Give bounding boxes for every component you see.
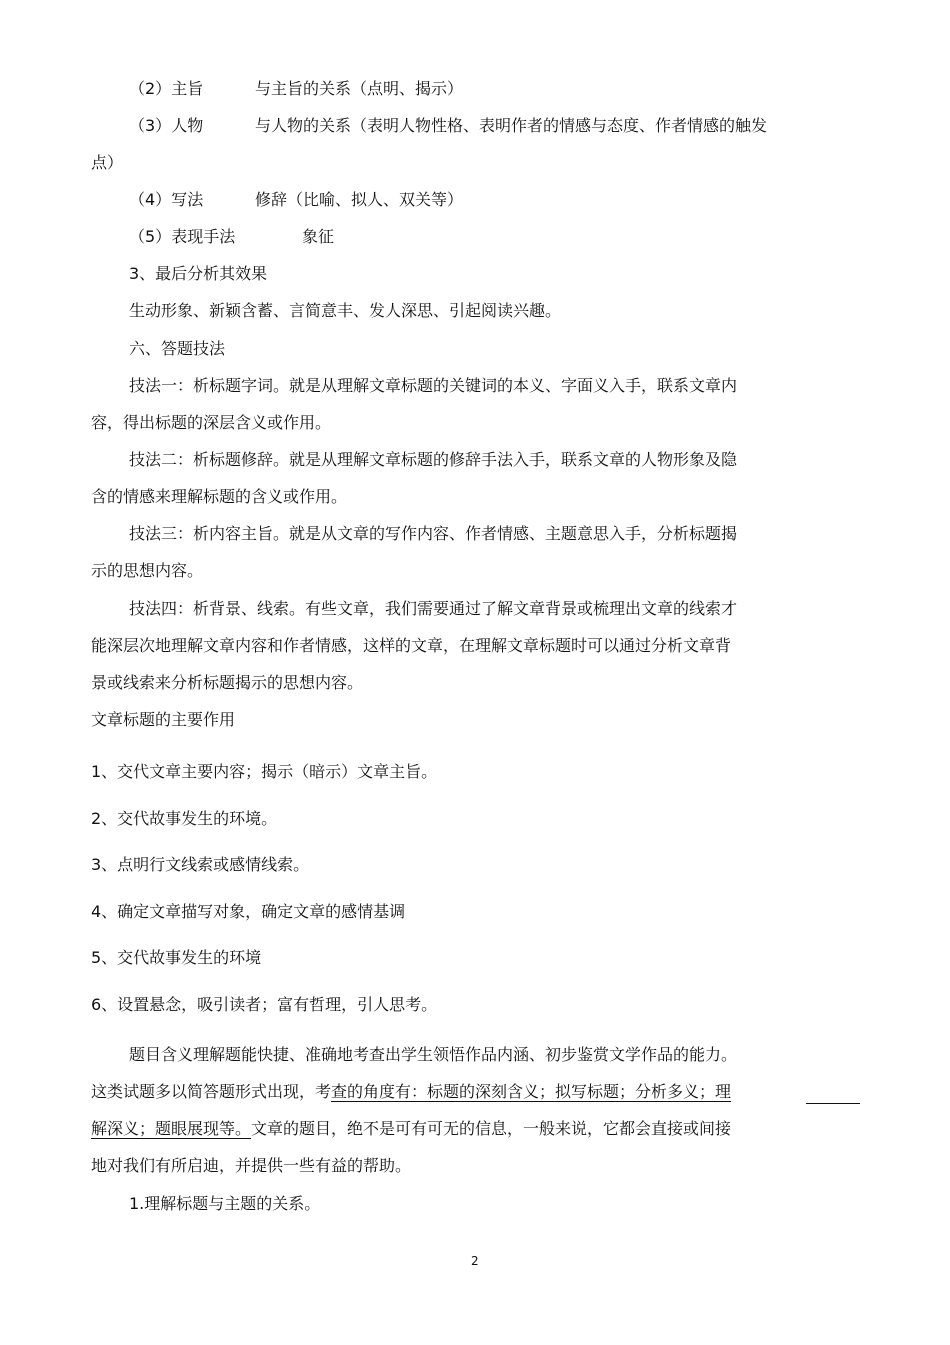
paragraph-text: 文章的题目，绝不是可有可无的信息，一般来说，它都会直接或间接: [251, 1119, 732, 1138]
item-name: 写法: [171, 190, 204, 209]
item-name: 主旨: [171, 79, 204, 98]
item-description: 修辞（比喻、拟人、双关等）: [255, 190, 464, 209]
paragraph-line-3: [91, 1118, 731, 1140]
item-number: （2）: [129, 79, 172, 98]
paragraph-line-1: 题目含义理解题能快捷、准确地考查出学生领悟作品内涵、初步鉴赏文学作品的能力。: [129, 1045, 738, 1064]
item-number: （5）: [129, 227, 172, 246]
item-description: 与人物的关系（表明人物性格、表明作者的情感与态度、作者情感的触发: [255, 116, 768, 135]
paragraph-line-4: 地对我们有所启迪，并提供一些有益的帮助。: [91, 1156, 412, 1175]
technique-4-line-1: 技法四：析背景、线索。有些文章，我们需要通过了解文章背景或梳理出文章的线索才: [129, 599, 738, 618]
point-1-heading: 1.理解标题与主题的关系。: [129, 1194, 321, 1213]
role-item-1: 1、交代文章主要内容；揭示（暗示）文章主旨。: [91, 762, 438, 781]
item-number: （3）: [129, 116, 172, 135]
role-item-5: 5、交代故事发生的环境: [91, 948, 262, 967]
technique-1-line-1: 技法一：析标题字词。就是从理解文章标题的关键词的本义、字面义入手，联系文章内: [129, 376, 738, 395]
list-item-4: [129, 189, 203, 211]
item-name: 表现手法: [171, 227, 236, 246]
effect-text: 生动形象、新颖含蓄、言简意丰、发人深思、引起阅读兴趣。: [129, 301, 562, 320]
paragraph-text: 这类试题多以简答题形式出现，考: [91, 1082, 332, 1101]
underlined-text: 查的角度有：标题的深刻含义；拟写标题；分析多义；理: [331, 1082, 732, 1101]
step-3-heading: 3、最后分析其效果: [129, 264, 268, 283]
list-item-5: [129, 226, 235, 248]
technique-1-line-2: 容，得出标题的深层含义或作用。: [91, 413, 332, 432]
technique-3-line-2: 示的思想内容。: [91, 561, 204, 580]
technique-4-line-2: 能深层次地理解文章内容和作者情感，这样的文章，在理解文章标题时可以通过分析文章背: [91, 636, 732, 655]
item-number: （4）: [129, 190, 172, 209]
role-item-4: 4、确定文章描写对象，确定文章的感情基调: [91, 902, 406, 921]
roles-heading: 文章标题的主要作用: [91, 710, 236, 729]
underline-extension: [806, 1103, 860, 1104]
role-item-6: 6、设置悬念，吸引读者；富有哲理，引人思考。: [91, 995, 438, 1014]
section-heading-6: 六、答题技法: [129, 339, 226, 358]
item-name: 人物: [171, 116, 204, 135]
technique-2-line-1: 技法二：析标题修辞。就是从理解文章标题的修辞手法入手，联系文章的人物形象及隐: [129, 450, 738, 469]
page-number: 2: [471, 1254, 479, 1268]
list-item-3: [129, 115, 203, 137]
technique-2-line-2: 含的情感来理解标题的含义或作用。: [91, 487, 348, 506]
technique-3-line-1: 技法三：析内容主旨。就是从文章的写作内容、作者情感、主题意思入手，分析标题揭: [129, 524, 738, 543]
paragraph-line-2: [91, 1081, 731, 1103]
role-item-3: 3、点明行文线索或感情线索。: [91, 855, 310, 874]
item-description-wrap: 点）: [91, 153, 124, 172]
role-item-2: 2、交代故事发生的环境。: [91, 809, 278, 828]
technique-4-line-3: 景或线索来分析标题揭示的思想内容。: [91, 673, 364, 692]
underlined-text: 解深义；题眼展现等。: [91, 1119, 252, 1138]
list-item-2: [129, 78, 203, 100]
item-description: 象征: [302, 227, 335, 246]
item-description: 与主旨的关系（点明、揭示）: [255, 79, 464, 98]
